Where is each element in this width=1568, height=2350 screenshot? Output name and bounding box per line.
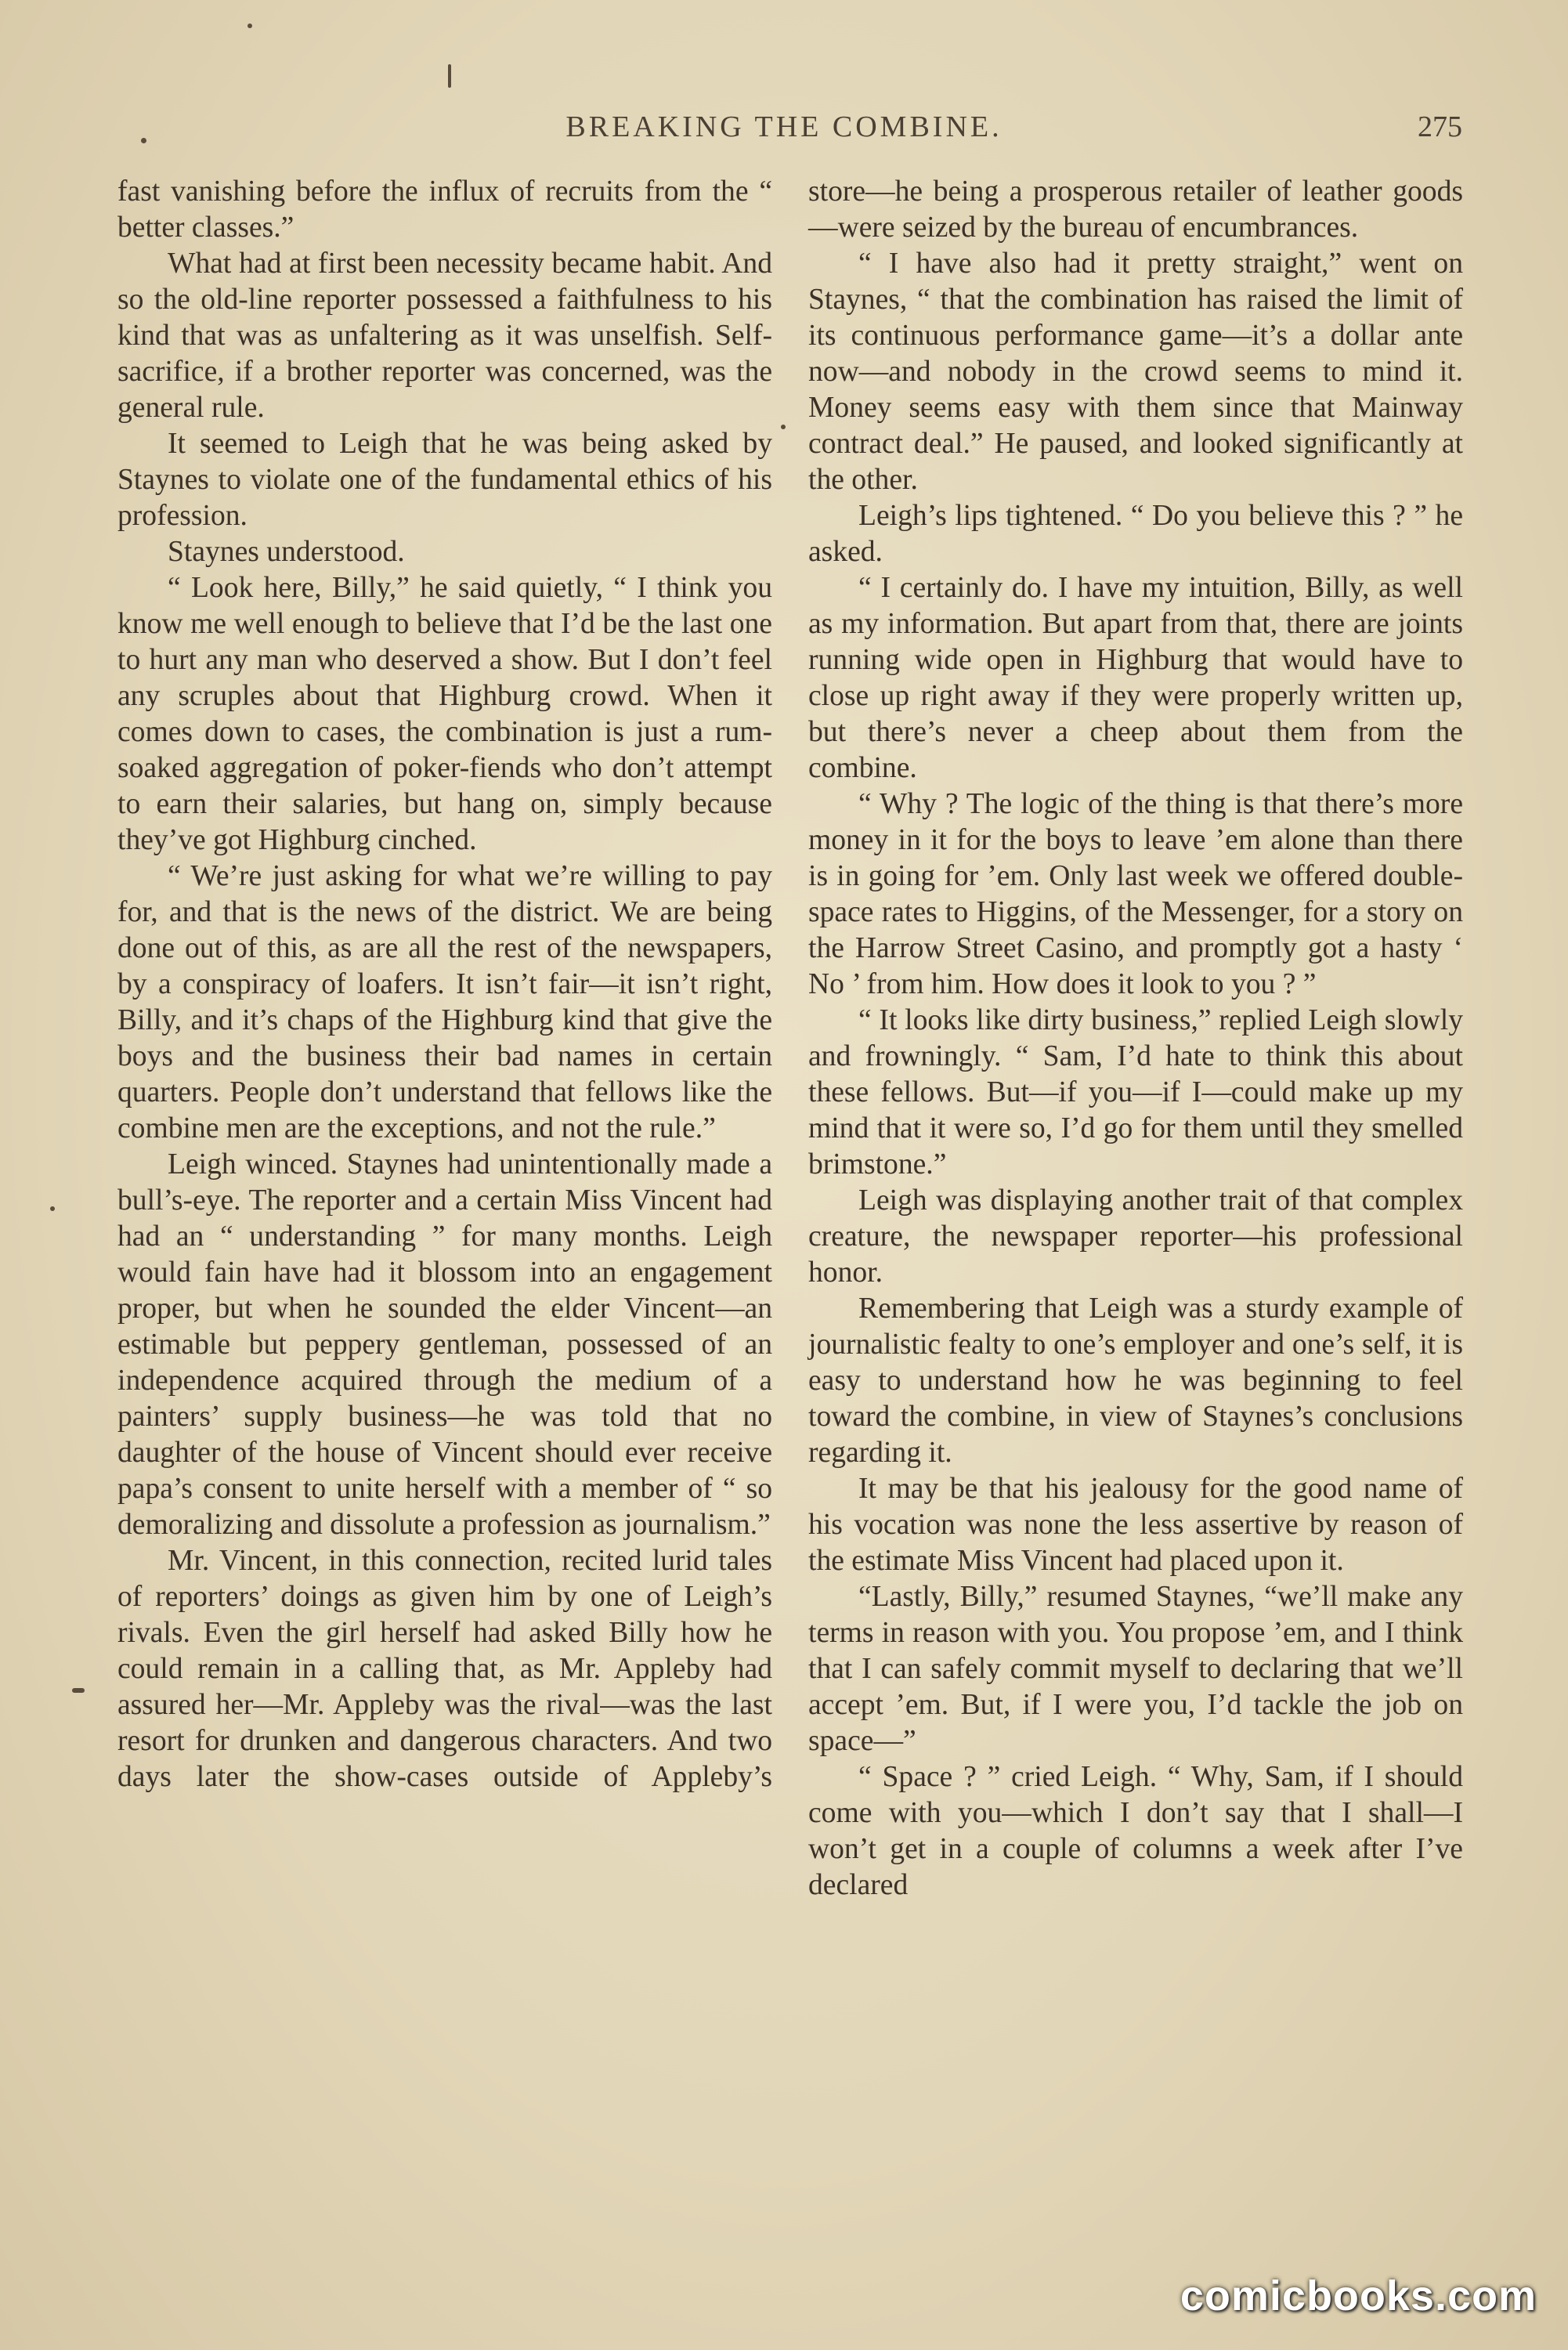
paragraph: Mr. Vincent, in this connection, recited lurid tales of reporters’ doings as given him by one of Leigh’s rivals. Even the girl herself had asked Billy how he could remain in a calling that, as Mr. Appleby had assured her—Mr. Appleby was the rival—was the last resort for drunken and dangerous characters. And two days later the show-cases outside of Appleby’s (117, 1545, 772, 1793)
print-speck (141, 138, 146, 143)
paragraph: “ Look here, Billy,” he said quietly, “ I think you know me well enough to believe that I’d be the last one to hurt any man who deserved a show. But I don’t feel any scruples about that Highburg crowd. When it comes down to cases, the combination is just a rum-soaked aggregation of poker-fiends who don’t attempt to earn their salaries, but hang on, simply because they’ve got Highburg cinched. (117, 572, 772, 856)
paragraph: “ I have also had it pretty straight,” went on Staynes, “ that the combination has raised the limit of its continuous performance game—it’s a dollar ante now—and nobody in the crowd seems to mind it. Money seems easy with them since that Mainway contract deal.” He paused, and looked significantly at the other. (808, 248, 1463, 496)
paragraph: It may be that his jealousy for the good name of his vocation was none the less assertive by reason of the estimate Miss Vincent had placed upon it. (808, 1473, 1463, 1577)
print-speck (781, 425, 786, 429)
left-column (117, 174, 772, 1795)
paragraph: Leigh was displaying another trait of that complex creature, the newspaper reporter—his professional honor. (808, 1184, 1463, 1289)
right-column (808, 174, 1463, 1904)
paragraph: Leigh’s lips tightened. “ Do you believe this ? ” he asked. (808, 500, 1463, 568)
paragraph: Leigh winced. Staynes had unintentionally made a bull’s-eye. The reporter and a certain Miss Vincent had had an “ understanding ” for many months. Leigh would fain have had it blossom into an engagement proper, but when he sounded the elder Vincent—an estimable but peppery gentleman, possessed of an independence acquired through the medium of a painters’ supply business—he was told that no daughter of the house of Vincent should ever receive papa’s consent to unite herself with a member of “ so demoralizing and dissolute a profession as journalism.” (117, 1148, 772, 1541)
running-title: BREAKING THE COMBINE. (565, 110, 1003, 143)
paragraph: Remembering that Leigh was a sturdy example of journalistic fealty to one’s employer and one’s self, it is easy to understand how he was beginning to feel toward the combine, in view of Staynes’s conclusions regarding it. (808, 1292, 1463, 1469)
paragraph: store—he being a prosperous retailer of leather goods—were seized by the bureau of encumbrances. (808, 175, 1463, 244)
paragraph: “ It looks like dirty business,” replied Leigh slowly and frowningly. “ Sam, I’d hate to think this about these fellows. But—if you—if I—could make up my mind that it were so, I’d go for them until they smelled brimstone.” (808, 1004, 1463, 1180)
paragraph: “ Why ? The logic of the thing is that there’s more money in it for the boys to leave ’em alone than there is in going for ’em. Only last week we offered double-space rates to Higgins, of the Messenger, for a story on the Harrow Street Casino, and promptly got a hasty ‘ No ’ from him. How does it look to you ? ” (808, 788, 1463, 1000)
paragraph: Staynes understood. (168, 536, 405, 568)
page-header (0, 110, 1568, 157)
paragraph: What had at first been necessity became habit. And so the old-line reporter possessed a faithfulness to his kind that was as unfaltering as it was unselfish. Self-sacrifice, if a brother reporter was concerned, was the general rule. (117, 248, 772, 424)
site-watermark: comicbooks.com (1180, 2272, 1537, 2319)
print-speck (72, 1688, 85, 1693)
page-number: 275 (1418, 110, 1462, 143)
print-speck (448, 64, 451, 88)
paragraph: “ Space ? ” cried Leigh. “ Why, Sam, if I should come with you—which I don’t say that I shall—I won’t get in a couple of columns a week after I’ve declared (808, 1761, 1463, 1901)
paragraph: It seemed to Leigh that he was being asked by Staynes to violate one of the fundamental ethics of his profession. (117, 428, 772, 532)
paragraph: “ We’re just asking for what we’re willing to pay for, and that is the news of the district. We are being done out of this, as are all the rest of the newspapers, by a conspiracy of loafers. It isn’t fair—it isn’t right, Billy, and it’s chaps of the Highburg kind that give the boys and the business their bad names in certain quarters. People don’t understand that fellows like the combine men are the exceptions, and not the rule.” (117, 860, 772, 1144)
paragraph: “Lastly, Billy,” resumed Staynes, “we’ll make any terms in reason with you. You propose ’em, and I think that I can safely commit myself to declaring that we’ll accept ’em. But, if I were you, I’d tackle the job on space—” (808, 1581, 1463, 1757)
paragraph: fast vanishing before the influx of recruits from the “ better classes.” (117, 175, 772, 244)
print-speck (247, 24, 252, 28)
print-speck (50, 1206, 55, 1211)
paragraph: “ I certainly do. I have my intuition, Billy, as well as my information. But apart from that, there are joints running wide open in Highburg that would have to close up right away if they were properly written up, but there’s never a cheep about them from the combine. (808, 572, 1463, 784)
